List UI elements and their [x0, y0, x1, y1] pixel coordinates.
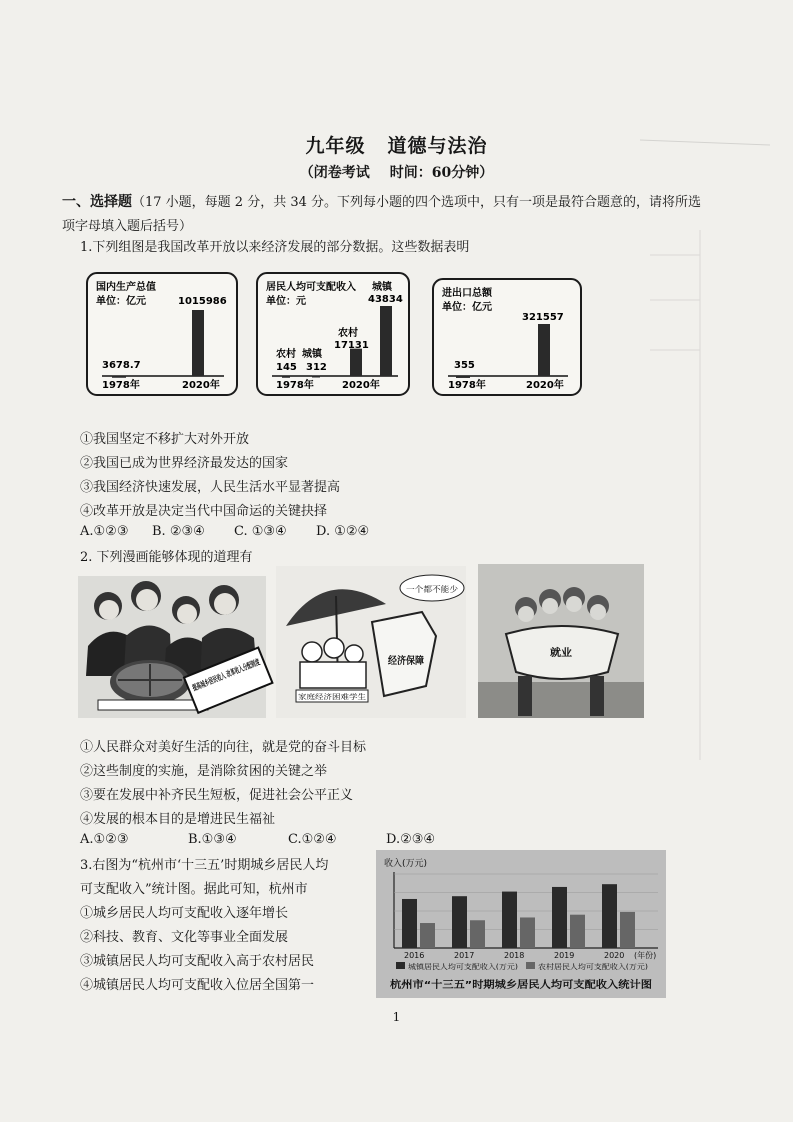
hangzhou-bar-urban-2017	[452, 896, 467, 948]
q2-option-1: ①人民群众对美好生活的向往，就是党的奋斗目标	[80, 740, 367, 755]
income-chart	[256, 272, 410, 396]
q1-option-3: ③我国经济快速发展，人民生活水平显著提高	[80, 480, 341, 495]
income-chart-unit: 单位：元	[266, 296, 306, 307]
hangzhou-income-chart-svg	[376, 850, 666, 998]
trade-chart-svg	[434, 280, 580, 394]
trade-chart-unit: 单位：亿元	[442, 302, 492, 313]
hangzhou-legend-urban-swatch	[396, 962, 405, 969]
hangzhou-legend-rural: 农村居民人均可支配收入(万元)	[538, 963, 635, 971]
hangzhou-bar-rural-2018	[520, 917, 535, 948]
q1-option-1: ①我国坚定不移扩大对外开放	[80, 432, 250, 447]
hangzhou-tick-2020: 2020	[604, 951, 625, 960]
q3-stem-line-2: 可支配收入”统计图。据此可知，杭州市	[80, 882, 308, 897]
gdp-chart-svg	[88, 274, 236, 394]
gdp-tick-1978: 1978年	[102, 380, 140, 391]
hangzhou-bar-urban-2018	[502, 892, 517, 948]
hangzhou-legend-rural-swatch	[526, 962, 535, 969]
hangzhou-bar-urban-2019	[552, 887, 567, 948]
income-bar-rural-2020	[350, 349, 362, 376]
q1-choices	[80, 524, 398, 539]
section-heading: 一、选择题	[62, 194, 132, 210]
q3-stem-line-1: 3.右图为“杭州市‘十三五’时期城乡居民人均	[80, 858, 329, 873]
trade-value-2020: 321557	[522, 312, 564, 323]
q3-option-1: ①城乡居民人均可支配收入逐年增长	[80, 906, 289, 921]
q2-choices	[80, 832, 476, 847]
cartoon-employment-art	[478, 564, 644, 718]
instruction-line-1: （17 小题，每题 2 分，共 34 分。下列每小题的四个选项中，只有一项是最符合题意的，请将所选	[132, 195, 702, 210]
q2-option-2: ②这些制度的实施，是消除贫困的关键之举	[80, 764, 328, 779]
gdp-chart-title: 国内生产总值	[96, 282, 156, 293]
income-label-rural-1978: 农村	[276, 349, 296, 360]
exam-mode: （闭卷考试	[299, 165, 370, 181]
cartoon-economic-tag: 经济保障	[388, 656, 428, 667]
q3-option-3: ③城镇居民人均可支配收入高于农村居民	[80, 954, 315, 969]
exam-time: 时间：60分钟）	[389, 165, 494, 181]
q1-choice-c[interactable]: C. ①③④	[234, 524, 287, 539]
q2-choice-b[interactable]: B.①③④	[188, 832, 237, 847]
gdp-chart	[86, 272, 238, 396]
q2-option-4: ④发展的根本目的是增进民生福祉	[80, 812, 276, 827]
hangzhou-ylabel: 收入(万元)	[384, 859, 428, 869]
income-chart-svg	[258, 274, 408, 394]
cartoon-income-sign-text: 提高城乡居民收入 改革收入分配制度	[191, 635, 316, 693]
hangzhou-tick-2016: 2016	[404, 951, 425, 960]
hangzhou-bar-rural-2017	[470, 920, 485, 948]
instruction-line-2: 项字母填入题后括号）	[62, 219, 193, 234]
income-value-rural-2020: 17131	[334, 340, 369, 351]
cartoon-income-reform	[78, 576, 316, 718]
q1-option-4: ④改革开放是决定当代中国命运的关键抉择	[80, 504, 328, 519]
hangzhou-tick-2018: 2018	[504, 951, 525, 960]
exam-subtitle	[0, 162, 793, 182]
income-value-urban-1978: 312	[306, 362, 327, 373]
cartoon-student-aid-art	[276, 566, 466, 718]
q2-choice-d[interactable]: D.②③④	[386, 832, 436, 847]
cartoon-speech-bubble: 一个都不能少	[406, 585, 454, 594]
page-number: 1	[392, 1010, 401, 1024]
income-bar-urban-2020	[380, 306, 392, 376]
gdp-value-2020: 1015986	[178, 296, 227, 307]
hangzhou-tick-2017: 2017	[454, 951, 475, 960]
hangzhou-bar-urban-2020	[602, 884, 617, 948]
income-value-rural-1978: 145	[276, 362, 297, 373]
income-tick-2020: 2020年	[342, 380, 380, 391]
cartoon-income-reform-art	[78, 576, 316, 718]
hangzhou-xlabel: (年份)	[634, 951, 657, 960]
hangzhou-legend-urban: 城镇居民人均可支配收入(万元)	[408, 963, 505, 971]
income-bar-urban-1978	[312, 376, 320, 378]
trade-tick-1978: 1978年	[448, 380, 486, 391]
subject-label: 道德与法治	[387, 135, 488, 157]
cartoon-student-aid	[276, 566, 466, 718]
trade-bar-2020	[538, 324, 550, 376]
q1-choice-d[interactable]: D. ①②④	[316, 524, 370, 539]
q1-stem: 1.下列组图是我国改革开放以来经济发展的部分数据。这些数据表明	[80, 240, 470, 255]
trade-bar-1978	[456, 376, 470, 378]
grade-label: 九年级	[305, 135, 366, 157]
gdp-bar-2020	[192, 310, 204, 376]
income-bar-rural-1978	[282, 376, 290, 378]
gdp-chart-unit: 单位：亿元	[96, 296, 146, 307]
hangzhou-bar-rural-2016	[420, 923, 435, 948]
income-tick-1978: 1978年	[276, 380, 314, 391]
hangzhou-bar-rural-2020	[620, 912, 635, 948]
income-chart-title: 居民人均可支配收入	[266, 282, 356, 293]
q1-option-2: ②我国已成为世界经济最发达的国家	[80, 456, 289, 471]
q2-choice-a[interactable]: A.①②③	[80, 832, 129, 847]
q2-stem: 2. 下列漫画能够体现的道理有	[80, 550, 253, 565]
gdp-tick-2020: 2020年	[182, 380, 220, 391]
q3-option-2: ②科技、教育、文化等事业全面发展	[80, 930, 289, 945]
cartoon-employment	[478, 564, 644, 718]
q2-choice-c[interactable]: C.①②④	[288, 832, 337, 847]
gdp-bar-1978	[112, 376, 126, 378]
income-value-urban-2020: 43834	[368, 294, 403, 305]
q1-choice-b[interactable]: B. ②③④	[152, 524, 205, 539]
gdp-value-1978: 3678.7	[102, 360, 141, 371]
hangzhou-tick-2019: 2019	[554, 951, 575, 960]
income-label-urban-1978: 城镇	[302, 349, 322, 360]
exam-title	[0, 131, 793, 158]
trade-tick-2020: 2020年	[526, 380, 564, 391]
q1-choice-a[interactable]: A.①②③	[80, 524, 129, 539]
q3-option-4: ④城镇居民人均可支配收入位居全国第一	[80, 978, 315, 993]
section-instructions	[62, 190, 727, 239]
trade-chart	[432, 278, 582, 396]
trade-chart-title: 进出口总额	[442, 288, 492, 299]
hangzhou-income-chart	[376, 850, 666, 998]
hangzhou-bar-rural-2019	[570, 915, 585, 948]
section-line-1	[62, 190, 727, 215]
income-label-rural-2020: 农村	[338, 328, 358, 339]
cartoon-employment-label: 就业	[550, 648, 570, 659]
trade-value-1978: 355	[454, 360, 475, 371]
income-label-urban-2020: 城镇	[372, 282, 392, 293]
hangzhou-chart-title: 杭州市“十三五”时期城乡居民人均可支配收入统计图	[390, 980, 624, 991]
cartoon-student-sign: 家庭经济困难学生	[298, 693, 354, 701]
hangzhou-bar-urban-2016	[402, 899, 417, 948]
q2-option-3: ③要在发展中补齐民生短板，促进社会公平正义	[80, 788, 354, 803]
